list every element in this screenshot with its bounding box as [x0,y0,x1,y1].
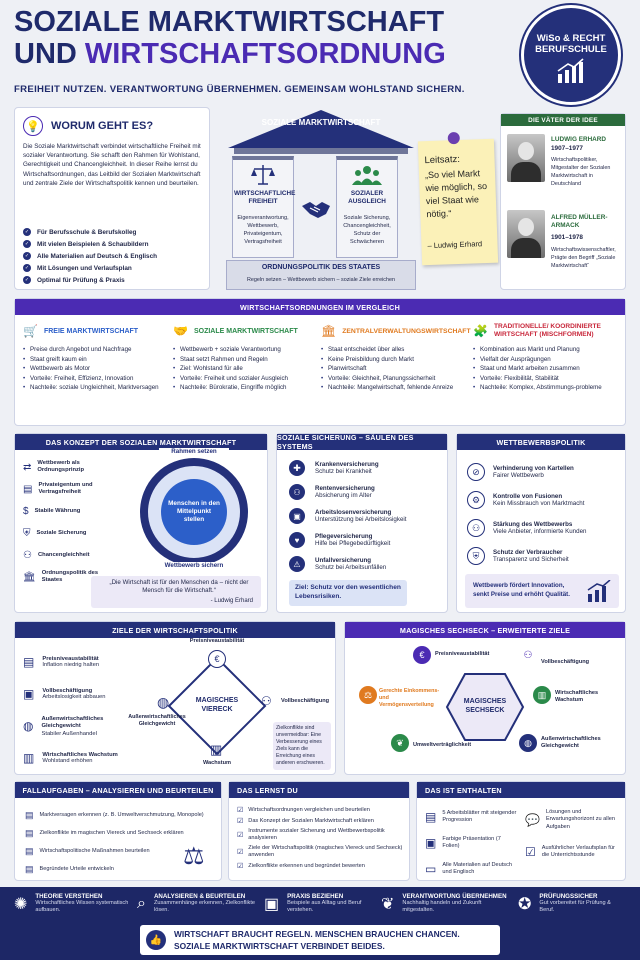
fall-item: Marktversagen erkennen (z. B. Umweltverschmutzung, Monopole) [39,812,204,818]
konzept-list [23,456,119,588]
footer-item-desc: Gut vorbereitet für Prüfung & Beruf. [539,900,611,913]
col-item: • Vorteile: Gleichheit, Planungssicherheit [321,374,467,384]
intro-title: WORUM GEHT ES? [51,120,154,132]
footer-features [14,893,626,914]
footer-banner [140,925,500,955]
col-item: • Vorteile: Freiheit, Effizienz, Innovation [23,374,165,384]
sicherung-item-title: Krankenversicherung [315,461,379,468]
hex-node-4: Außenwirtschaftliches Gleichgewicht [541,736,601,749]
badge-line1: WiSo & RECHT [536,32,606,44]
compare-col-free [23,323,165,393]
growth-chart-icon [587,580,611,602]
corner-right: Vollbeschäftigung [281,698,330,704]
check-item: Mit Lösungen und Verlaufsplan [37,264,132,272]
brain-icon: ✺ [14,895,28,913]
footer-item-title: VERANTWORTUNG ÜBERNEHMEN [402,893,507,900]
father2-years: 1901–1978 [551,234,583,241]
temple-base-text: Regeln setzen – Wettbewerb sichern – soziale Ziele erreichen [247,277,395,283]
sechseck-card [344,621,626,775]
footer-item-title: PRAXIS BEZIEHEN [287,893,344,900]
scales-icon [250,164,276,186]
globe-icon: ◍ [157,694,170,710]
accident-icon: ⚠ [289,556,305,572]
care-hand-icon: ♥ [289,532,305,548]
ziel-desc: Inflation niedrig halten [42,662,100,668]
enthalten-title: DAS IST ENTHALTEN [417,782,625,798]
balance-icon: ⚖ [359,686,377,704]
sicherung-item-desc: Unterstützung bei Arbeitslosigkeit [315,516,407,523]
wettbewerb-title: WETTBEWERBSPOLITIK [457,434,625,450]
enthalten-item: Ausführlicher Verlaufsplan für die Unterrichtsstunde [541,844,615,858]
check-icon: ✓ [24,241,30,247]
pillar-left-text: Eigenverantwortung, Wettbewerb, Privateigentum, Vertragsfreiheit [237,215,289,245]
ring-bottom-label: Wettbewerb sichern [159,562,229,569]
portrait-erhard [507,134,545,182]
banner-line2: SOZIALE MARKTWIRTSCHAFT VERBINDET BEIDES. [174,941,385,951]
page-subtitle: FREIHEIT NUTZEN. VERANTWORTUNG ÜBERNEHMEN. GEMEINSAM WOHLSTAND SICHERN. [14,84,465,95]
intro-checklist [23,226,157,286]
fall-item: Begründete Urteile entwickeln [39,866,114,872]
col-item: • Staat entscheidet über alles [321,345,467,355]
merger-icon: ⚙ [467,491,485,509]
check-icon: ✓ [24,265,30,271]
sicherung-item-title: Pflegeversicherung [315,533,373,540]
enthalten-item: 5 Arbeitsblätter mit steigender Progression [442,809,517,823]
wettbewerb-item-desc: Viele Anbieter, informierte Kunden [493,528,587,535]
wettbewerb-item-desc: Transparenz und Sicherheit [493,556,569,563]
award-icon: ✪ [518,895,532,913]
medical-cross-icon: ✚ [289,460,305,476]
col-item: • Staat greift kaum ein [23,355,165,365]
konzept-item: Soziale Sicherung [36,530,87,536]
col-title: TRADITIONELLE/ KOORDINIERTE WIRTSCHAFT (MISCHFORMEN) [493,323,601,338]
sicherung-item-desc: Schutz bei Arbeitsunfällen [315,564,387,571]
check-item: Mit vielen Beispielen & Schaubildern [37,240,149,248]
banner-line1: WIRTSCHAFT BRAUCHT REGELN. MENSCHEN BRAUCHEN CHANCEN. [174,929,460,939]
sicherung-card [276,433,448,613]
check-icon: ✓ [24,229,30,235]
pillar-left-title: WIRTSCHAFTLICHE FREIHEIT [234,190,296,205]
check-icon: ☑ [237,862,244,870]
cart-icon: 🛒 [23,324,38,338]
konzept-item: Privateigentum und Vertragsfreiheit [38,481,93,495]
enthalten-item: Alle Materialien auf Deutsch und Englisch [442,861,512,875]
wettbewerb-card [456,433,626,613]
sicherung-item-title: Rentenversicherung [315,485,375,492]
pillar-right-title: SOZIALER AUSGLEICH [348,190,386,205]
people-icon: ⚇ [519,646,537,664]
pension-icon: ⚇ [289,484,305,500]
document-icon: ▤ [25,845,34,856]
hex-node-1: Preisniveaustabilität [435,651,490,657]
col-item: • Nachteile: soziale Ungleichheit, Marktversagen [23,383,165,393]
sicherung-goal: Ziel: Schutz vor den wesentlichen Lebensrisiken. [289,580,407,606]
ziel-desc: Stabiler Außenhandel [41,730,97,737]
col-item: • Nachteile: Mangelwirtschaft, fehlende Anreize [321,383,467,393]
competition-icon: ⇄ [23,461,32,473]
ziele-title: ZIELE DER WIRTSCHAFTSPOLITIK [15,622,335,638]
thumbs-up-icon: 👍 [146,930,166,950]
title-line1: SOZIALE MARKTWIRTSCHAFT [14,6,445,38]
col-item: • Planwirtschaft [321,364,467,374]
konzept-item: Stabile Währung [34,508,81,514]
wettbewerb-item-desc: Kein Missbrauch von Marktmacht [493,500,585,507]
fathers-title: DIE VÄTER DER IDEE [501,114,625,126]
globe-icon: ◍ [23,719,34,733]
konzept-item: Ordnungspolitik des Staates [41,569,99,583]
konzept-title: DAS KONZEPT DER SOZIALEN MARKTWIRTSCHAFT [15,434,267,450]
hex-node-6: Gerechte Einkommens- und Vermögensverteilung [379,688,440,708]
briefcase-icon: ▣ [23,687,35,701]
check-item: Alle Materialien auf Deutsch & Englisch [37,252,158,260]
contract-icon: ▤ [23,483,33,495]
briefcase-icon: ▣ [264,895,280,913]
ziele-note: Zielkonflikte sind unvermeidbar: Eine Verbesserung eines Ziels kann die Erreichung eines anderen erschweren. [273,722,331,770]
hex-node-2: Vollbeschäftigung [541,659,590,665]
father1-name: LUDWIG ERHARD [551,136,607,143]
handshake-icon: 🤝 [173,324,188,338]
fall-card [14,781,222,881]
government-building-icon: 🏛 [321,324,337,338]
wettbewerb-footer-box [465,574,619,608]
lernst-item: Ziele der Wirtschaftspolitik (magisches Viereck und Sechseck) anwenden [248,844,403,858]
lernst-item: Instrumente sozialer Sicherung und Wettbewerbspolitik analysieren [248,827,385,841]
col-item: • Ziel: Wohlstand für alle [173,364,315,374]
sicherung-list [289,456,407,576]
footer-item-desc: Beispiele aus Alltag und Beruf verstehen. [287,900,362,913]
note-author: – Ludwig Erhard [427,239,483,251]
ziel-title: Preisniveaustabilität [42,656,99,662]
lernst-item: Wirtschaftsordnungen vergleichen und beurteilen [248,806,370,813]
ziel-desc: Arbeitslosigkeit abbauen [42,694,106,700]
title-line2-prefix: UND [14,38,85,70]
lernst-item: Zielkonflikte erkennen und begründet bewerten [248,862,365,869]
title-line2-highlight: WIRTSCHAFTSORDNUNG [84,38,446,70]
corner-bottom: Wachstum [202,760,232,766]
hex-node-3: Wirtschaftliches Wachstum [555,690,599,703]
fall-item: Zielkonflikte im magischen Viereck und Sechseck erklären [39,830,184,836]
check-icon: ☑ [237,848,244,856]
enthalten-item: Lösungen und Erwartungshorizont zu allen Aufgaben [545,808,615,830]
col-item: • Kombination aus Markt und Planung [473,345,621,355]
speech-bubble-icon: 💬 [525,813,540,827]
sicherung-title: SOZIALE SICHERUNG – SÄULEN DES SYSTEMS [277,434,447,450]
globe-icon: ◍ [519,734,537,752]
sicherung-item-title: Arbeitslosenversicherung [315,509,392,516]
compare-col-mixed [473,321,621,393]
footer-item-desc: Wirtschaftliches Wissen systematisch aufbauen. [35,900,129,913]
konzept-item: Chancengleichheit [37,552,90,558]
father2-desc: Wirtschaftswissenschaftler, Prägte den Begriff „Soziale Marktwirtschaft“ [551,247,616,269]
ring-top-label: Rahmen setzen [159,448,229,455]
wettbewerb-item-title: Kontrolle von Fusionen [493,493,563,500]
note-quote: „So viel Markt wie möglich, so viel Staat wie nötig.“ [424,168,488,220]
footer-item-title: PRÜFUNGSSICHER [539,893,598,900]
corner-left: Außenwirtschaftliches Gleichgewicht [128,714,186,727]
pin-icon [448,132,460,144]
quote-sticky-note [418,139,498,266]
scales-icon: ⚖ [183,843,205,870]
document-icon: ▤ [23,655,35,669]
hex-node-5: Umweltverträglichkeit [413,742,472,748]
col-item: • Wettbewerb + soziale Verantwortung [173,345,315,355]
footer [0,887,640,960]
fall-title: FALLAUFGABEN – ANALYSIEREN UND BEURTEILEN [15,782,221,798]
puzzle-icon: 🧩 [473,324,488,338]
col-item: • Nachteile: Bürokratie, Eingriffe möglich [173,383,315,393]
hexagon-label: MAGISCHES SECHSECK [463,698,507,714]
wettbewerb-footer: Wettbewerb fördert Innovation, senkt Preise und erhöht Qualität. [473,582,570,598]
euro-icon: € [208,650,226,668]
check-icon: ☑ [237,806,244,814]
check-icon: ☑ [237,831,244,839]
no-cartel-icon: ⊘ [467,463,485,481]
handshake-icon [300,198,332,220]
check-icon: ✓ [24,253,30,259]
intro-card [14,107,210,290]
checklist-icon: ☑ [525,845,536,859]
check-icon: ☑ [237,817,244,825]
col-item: • Vorteile: Freiheit und sozialer Ausgleich [173,374,315,384]
people-icon: ⚇ [261,694,272,708]
note-label: Leitsatz: [424,153,461,167]
ziele-list [23,646,131,774]
lernst-title: DAS LERNST DU [229,782,409,798]
leaf-icon: ❦ [391,734,409,752]
document-icon: ▤ [25,863,34,874]
col-item: • Wettbewerb als Motor [23,364,165,374]
magnifier-icon: ⌕ [137,894,146,912]
lernst-card [228,781,410,881]
konzept-quote-author: - Ludwig Erhard [210,598,253,604]
sicherung-item-desc: Hilfe bei Pflegebedürftigkeit [315,540,391,547]
father1-years: 1907–1977 [551,145,583,152]
col-item: • Preise durch Angebot und Nachfrage [23,345,165,355]
temple-roof-shape [226,108,416,154]
footer-item-title: ANALYSIEREN & BEURTEILEN [153,893,246,900]
col-title: SOZIALE MARKTWIRTSCHAFT [193,327,298,335]
col-item: • Staat setzt Rahmen und Regeln [173,355,315,365]
bar-chart-icon: ▥ [210,742,223,757]
bar-chart-icon: ▥ [533,686,551,704]
sicherung-item-desc: Absicherung im Alter [315,492,372,499]
wettbewerb-item-title: Schutz der Verbraucher [493,549,563,556]
people-icon: ⚇ [23,549,32,561]
school-badge [521,5,621,105]
title-line2 [14,38,446,70]
footer-item-desc: Nachhaltig handeln und Zukunft mitgestalten. [402,900,482,913]
sicherung-item-title: Unfallversicherung [315,557,372,564]
sechseck-title: MAGISCHES SECHSECK – ERWEITERTE ZIELE [345,622,625,638]
footer-item-desc: Zusammenhänge erkennen, Zielkonflikte lösen. [153,900,256,913]
col-item: • Vielfalt der Ausprägungen [473,355,621,365]
check-item: Optimal für Prüfung & Praxis [37,276,125,284]
lightbulb-icon: 💡 [23,116,43,136]
enthalten-list-left [425,804,519,882]
enthalten-item: Farbige Präsentation (7 Folien) [442,835,501,849]
fall-item: Wirtschaftspolitische Maßnahmen beurteilen [39,848,150,854]
col-item: • Staat und Markt arbeiten zusammen [473,364,621,374]
ziel-title: Vollbeschäftigung [42,688,93,694]
euro-icon: € [413,646,431,664]
government-building-icon: 🏛 [23,571,36,583]
currency-icon: $ [23,505,29,517]
consumer-shield-icon: ⛨ [467,547,485,565]
shield-icon: ⛨ [23,527,31,539]
comparison-title: WIRTSCHAFTSORDNUNGEN IM VERGLEICH [15,299,625,315]
lernst-item: Das Konzept der Sozialen Marktwirtschaft erklären [248,817,374,824]
leaf-icon: ❦ [381,895,395,913]
badge-line2: BERUFSCHULE [535,43,607,55]
col-title: FREIE MARKTWIRTSCHAFT [43,327,139,335]
konzept-quote: „Die Wirtschaft ist für den Menschen da – nicht der Mensch für die Wirtschaft.“ [109,579,249,594]
strength-icon: ⚇ [467,519,485,537]
footer-item-title: THEORIE VERSTEHEN [35,893,103,900]
comparison-card [14,298,626,426]
ziel-title: Wirtschaftliches Wachstum [42,752,118,758]
wettbewerb-item-title: Verhinderung von Kartellen [493,465,574,472]
folder-icon: ▭ [425,862,437,876]
check-icon: ✓ [24,277,30,283]
temple-base-title: ORDNUNGSPOLITIK DES STAATES [261,264,381,271]
magic-square-label: MAGISCHES VIERECK [195,697,239,713]
wettbewerb-item-desc: Fairer Wettbewerb [493,472,544,479]
konzept-item: Wettbewerb als Ordnungsprinzip [37,459,85,473]
compare-col-social [173,323,315,393]
father2-name: ALFRED MÜLLER-ARMACK [551,214,608,229]
presentation-icon: ▣ [425,836,437,850]
col-item: • Keine Preisbildung durch Markt [321,355,467,365]
konzept-card [14,433,268,613]
corner-top: Preisniveaustabilität [189,638,245,644]
bar-chart-icon: ▥ [23,751,35,765]
ziel-title: Außenwirtschaftliches Gleichgewicht [41,715,104,729]
father1-desc: Wirtschaftspolitiker, Mitgestalter der Sozialen Marktwirtschaft in Deutschland [551,157,611,187]
col-item: • Nachteile: Komplex, Abstimmungs-probleme [473,383,621,393]
enthalten-card [416,781,626,881]
compare-col-central [321,323,471,393]
lernst-list [237,804,407,871]
worksheet-icon: ▤ [425,810,437,824]
document-icon: ▤ [25,809,34,820]
col-title: ZENTRALVERWALTUNGSWIRTSCHAFT [342,327,471,335]
pillar-right-text: Soziale Sicherung, Chancengleichheit, Schutz der Schwächeren [343,215,391,245]
konzept-quote-box [91,576,261,608]
portrait-mueller-armack [507,210,545,258]
konzept-center: Menschen in den Mittelpunkt stellen [161,479,227,545]
sicherung-item-desc: Schutz bei Krankheit [315,468,372,475]
document-icon: ▤ [25,827,34,838]
ziel-desc: Wohlstand erhöhen [42,758,93,764]
people-group-icon [352,164,382,186]
intro-text: Die Soziale Marktwirtschaft verbindet wirtschaftliche Freiheit mit sozialer Verantwortung. Sie schafft den Rahmen für Wohlstand, Gerechtigkeit und Chancengleichheit. In dieser Reihe lernst du Wirtschaftsordnungen, das Leitbild der Sozialen Marktwirtschaft und zentrale Ziele der Wirtschaftspolitik kennen und beurteilen. [23,143,201,187]
wettbewerb-item-title: Stärkung des Wettbewerbs [493,521,573,528]
wettbewerb-list [467,458,586,570]
temple-roof-label: SOZIALE MARKTWIRTSCHAFT [261,118,381,127]
col-item: • Vorteile: Flexibilität, Stabilität [473,374,621,384]
growth-chart-icon [556,58,586,84]
ziele-card [14,621,336,775]
enthalten-list-right [525,804,623,868]
fathers-card [500,113,626,290]
briefcase-icon: ▣ [289,508,305,524]
check-item: Für Berufsschule & Berufskolleg [37,228,137,236]
